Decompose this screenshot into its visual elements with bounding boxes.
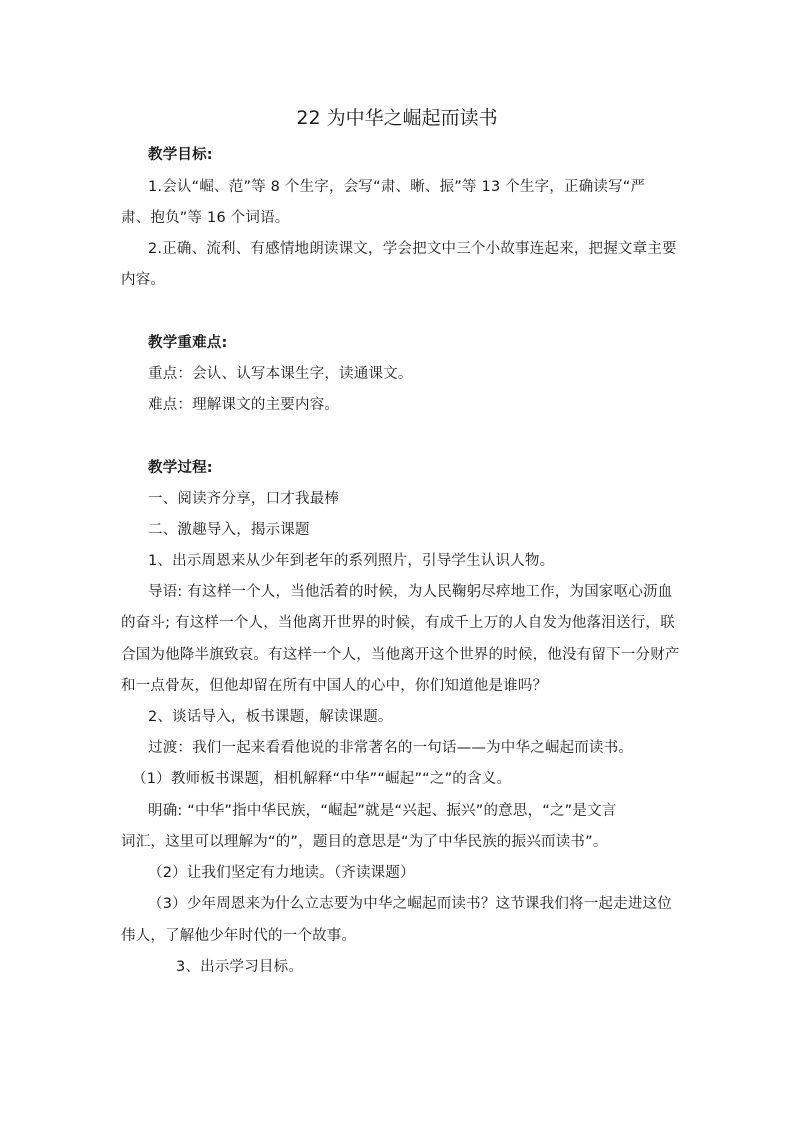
goals-heading: 教学目标:: [148, 147, 213, 163]
goal-2-line-1: 2.正确、流利、有感情地朗读课文，学会把文中三个小故事连起来，把握文章主要: [148, 241, 677, 257]
step-2-3: 3、出示学习目标。: [176, 959, 304, 975]
intro-line-2: 的奋斗; 有这样一个人，当他离开世界的时候，有成千上万的人自发为他落泪送行，联: [121, 615, 675, 631]
clarify-line-1: 明确: “中华”指中华民族，“崛起”就是“兴起、振兴”的意思，“之”是文言: [148, 803, 617, 819]
intro-line-4: 和一点骨灰，但他却留在所有中国人的心中，你们知道他是谁吗？: [121, 678, 548, 694]
sub-step-2: （2）让我们坚定有力地读。（齐读课题）: [148, 865, 415, 881]
difficult-point: 难点：理解课文的主要内容。: [148, 397, 340, 413]
step-2-1: 1、出示周恩来从少年到老年的系列照片，引导学生认识人物。: [148, 553, 555, 569]
goal-1-line-2: 肃、抱负”等 16 个词语。: [121, 210, 290, 226]
key-point: 重点：会认、认写本课生字，读通课文。: [148, 366, 413, 382]
step-2-2: 2、谈话导入，板书课题，解读课题。: [148, 709, 393, 725]
sub-step-1: （1）教师板书课题，相机解释“中华”“崛起”“之”的含义。: [132, 771, 512, 787]
document-title: 22 为中华之崛起而读书: [296, 107, 498, 129]
sub-step-3-line-1: （3）少年周恩来为什么立志要为中华之崛起而读书？这节课我们将一起走进这位: [148, 896, 672, 912]
key-points-heading: 教学重难点:: [148, 335, 228, 351]
step-2: 二、激趣导入，揭示课题: [148, 522, 310, 538]
goal-2-line-2: 内容。: [121, 272, 166, 288]
process-heading: 教学过程:: [148, 460, 213, 476]
step-1: 一、阅读齐分享，口才我最棒: [148, 491, 340, 507]
intro-line-3: 合国为他降半旗致哀。有这样一个人，当他离开这个世界的时候，他没有留下一分财产: [121, 647, 680, 663]
clarify-line-2: 词汇，这里可以理解为“的”，题目的意思是“为了中华民族的振兴而读书”。: [121, 834, 608, 850]
intro-line-1: 导语: 有这样一个人，当他活着的时候，为人民鞠躬尽瘁地工作，为国家呕心沥血: [148, 584, 673, 600]
goal-1-line-1: 1.会认“崛、范”等 8 个生字，会写“肃、晰、振”等 13 个生字，正确读写“严: [148, 179, 646, 195]
transition-line: 过渡：我们一起来看看他说的非常著名的一句话——为中华之崛起而读书。: [148, 740, 634, 756]
sub-step-3-line-2: 伟人，了解他少年时代的一个故事。: [121, 928, 357, 944]
